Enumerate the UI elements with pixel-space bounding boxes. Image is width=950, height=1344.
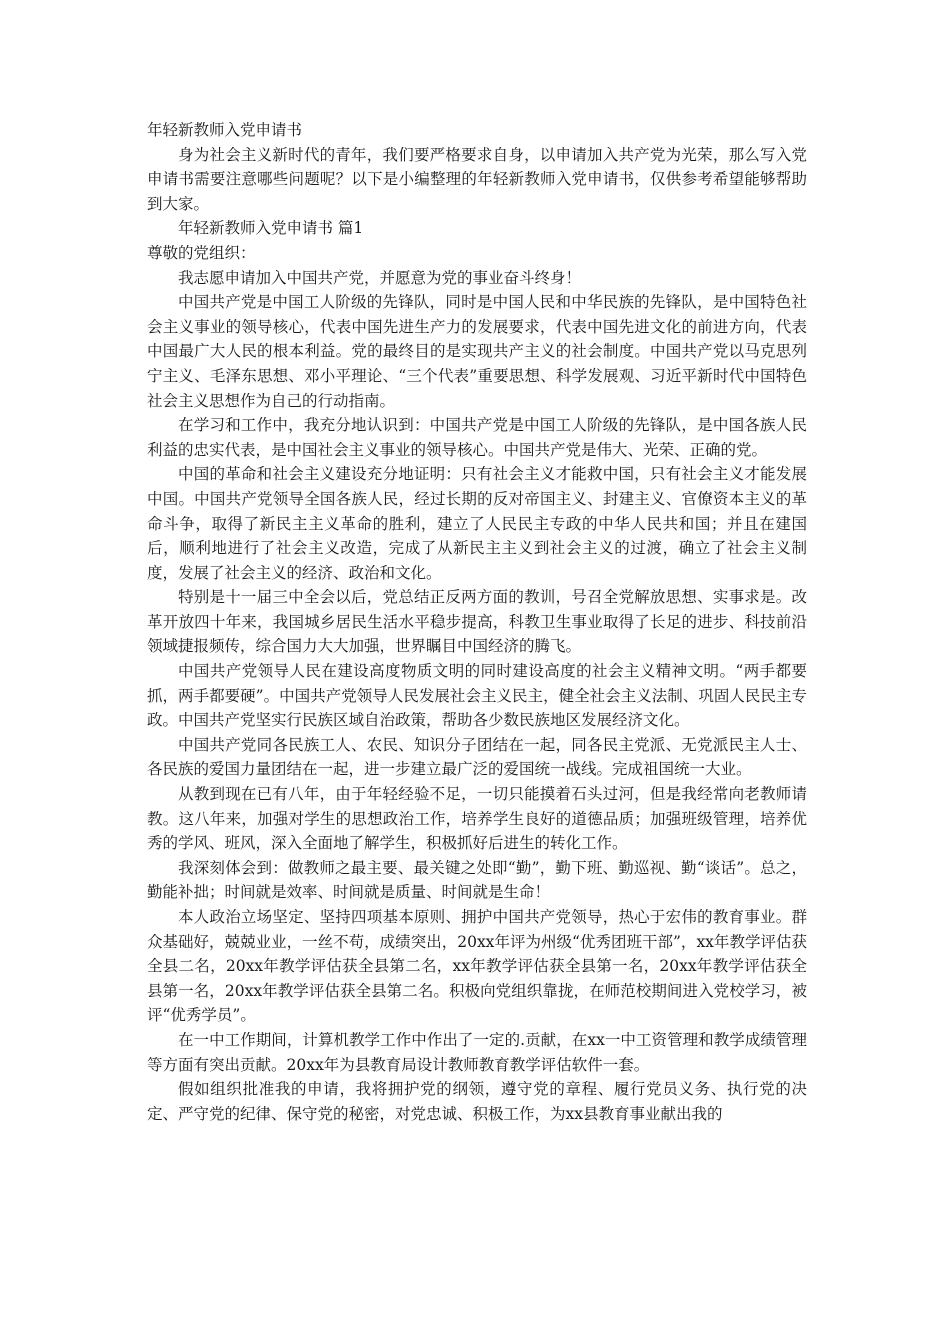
body-paragraph: 假如组织批准我的申请，我将拥护党的纲领，遵守党的章程、履行党员义务、执行党的决定、严守党的纪律、保守党的秘密，对党忠诚、积极工作，为xx县教育事业献出我的 [147, 1080, 807, 1123]
body-paragraph: 我志愿申请加入中国共产党，并愿意为党的事业奋斗终身！ [178, 268, 582, 287]
body-paragraph: 在一中工作期间，计算机教学工作中作出了一定的.贡献，在xx一中工资管理和教学成绩管理等方面有突出贡献。20xx年为县教育局设计教师教育教学评估软件一套。 [147, 1030, 807, 1074]
body-paragraph: 我深刻体会到：做教师之最主要、最关键之处即“勤”，勤下班、勤巡视、勤“谈话”。总之，勤能补拙；时间就是效率、时间就是质量、时间就是生命！ [147, 858, 807, 902]
body-paragraph: 特别是十一届三中全会以后，党总结正反两方面的教训，号召全党解放思想、实事求是。改革开放四十年来，我国城乡居民生活水平稳步提高，科教卫生事业取得了长足的进步、科技前沿领域捷报频传，综合国力大大加强，世界瞩目中国经济的腾飞。 [147, 588, 807, 656]
document-body [147, 118, 807, 1126]
section-title: 年轻新教师入党申请书 篇1 [178, 219, 364, 238]
salutation: 尊敬的党组织： [147, 243, 256, 262]
body-paragraph: 本人政治立场坚定、坚持四项基本原则、拥护中国共产党领导，热心于宏伟的教育事业。群众基础好，兢兢业业，一丝不苟，成绩突出，20xx年评为州级“优秀团班干部”，xx年教学评估获全县二名，20xx年教学评估获全县第二名，xx年教学评估获全县第一名，20xx年教学评估获全县第一名，20xx年教学评估获全县第二名。积极向党组织靠拢，在师范校期间进入党校学习，被评“优秀学员”。 [147, 908, 807, 1025]
body-paragraph: 中国共产党领导人民在建设高度物质文明的同时建设高度的社会主义精神文明。“两手都要抓，两手都要硬”。中国共产党领导人民发展社会主义民主，健全社会主义法制、巩固人民民主专政。中国共产党坚实行民族区域自治政策，帮助各少数民族地区发展经济文化。 [147, 662, 807, 730]
body-paragraph: 中国的革命和社会主义建设充分地证明：只有社会主义才能救中国，只有社会主义才能发展中国。中国共产党领导全国各族人民，经过长期的反对帝国主义、封建主义、官僚资本主义的革命斗争，取得了新民主主义革命的胜利，建立了人民民主专政的中华人民共和国；并且在建国后，顺利地进行了社会主义改造，完成了从新民主主义到社会主义的过渡，确立了社会主义制度，发展了社会主义的经济、政治和文化。 [147, 465, 807, 582]
body-paragraph: 中国共产党是中国工人阶级的先锋队，同时是中国人民和中华民族的先锋队，是中国特色社会主义事业的领导核心，代表中国先进生产力的发展要求，代表中国先进文化的前进方向，代表中国最广大人民的根本利益。党的最终目的是实现共产主义的社会制度。中国共产党以马克思列宁主义、毛泽东思想、邓小平理论、“三个代表”重要思想、科学发展观、习近平新时代中国特色社会主义思想作为自己的行动指南。 [147, 293, 807, 410]
body-paragraph: 在学习和工作中，我充分地认识到：中国共产党是中国工人阶级的先锋队，是中国各族人民利益的忠实代表，是中国社会主义事业的领导核心。中国共产党是伟大、光荣、正确的党。 [147, 416, 807, 459]
document-title: 年轻新教师入党申请书 [147, 121, 303, 139]
intro-paragraph: 身为社会主义新时代的青年，我们要严格要求自身，以申请加入共产党为光荣，那么写入党申请书需要注意哪些问题呢？以下是小编整理的年轻新教师入党申请书，仅供参考希望能够帮助到大家。 [147, 145, 807, 213]
body-paragraph: 中国共产党同各民族工人、农民、知识分子团结在一起，同各民主党派、无党派民主人士、各民族的爱国力量团结在一起，进一步建立最广泛的爱国统一战线。完成祖国统一大业。 [147, 735, 807, 779]
body-paragraph: 从教到现在已有八年，由于年轻经验不足，一切只能摸着石头过河，但是我经常向老教师请教。这八年来，加强对学生的思想政治工作，培养学生良好的道德品质；加强班级管理，培养优秀的学风、班风，深入全面地了解学生，积极抓好后进生的转化工作。 [147, 785, 807, 853]
